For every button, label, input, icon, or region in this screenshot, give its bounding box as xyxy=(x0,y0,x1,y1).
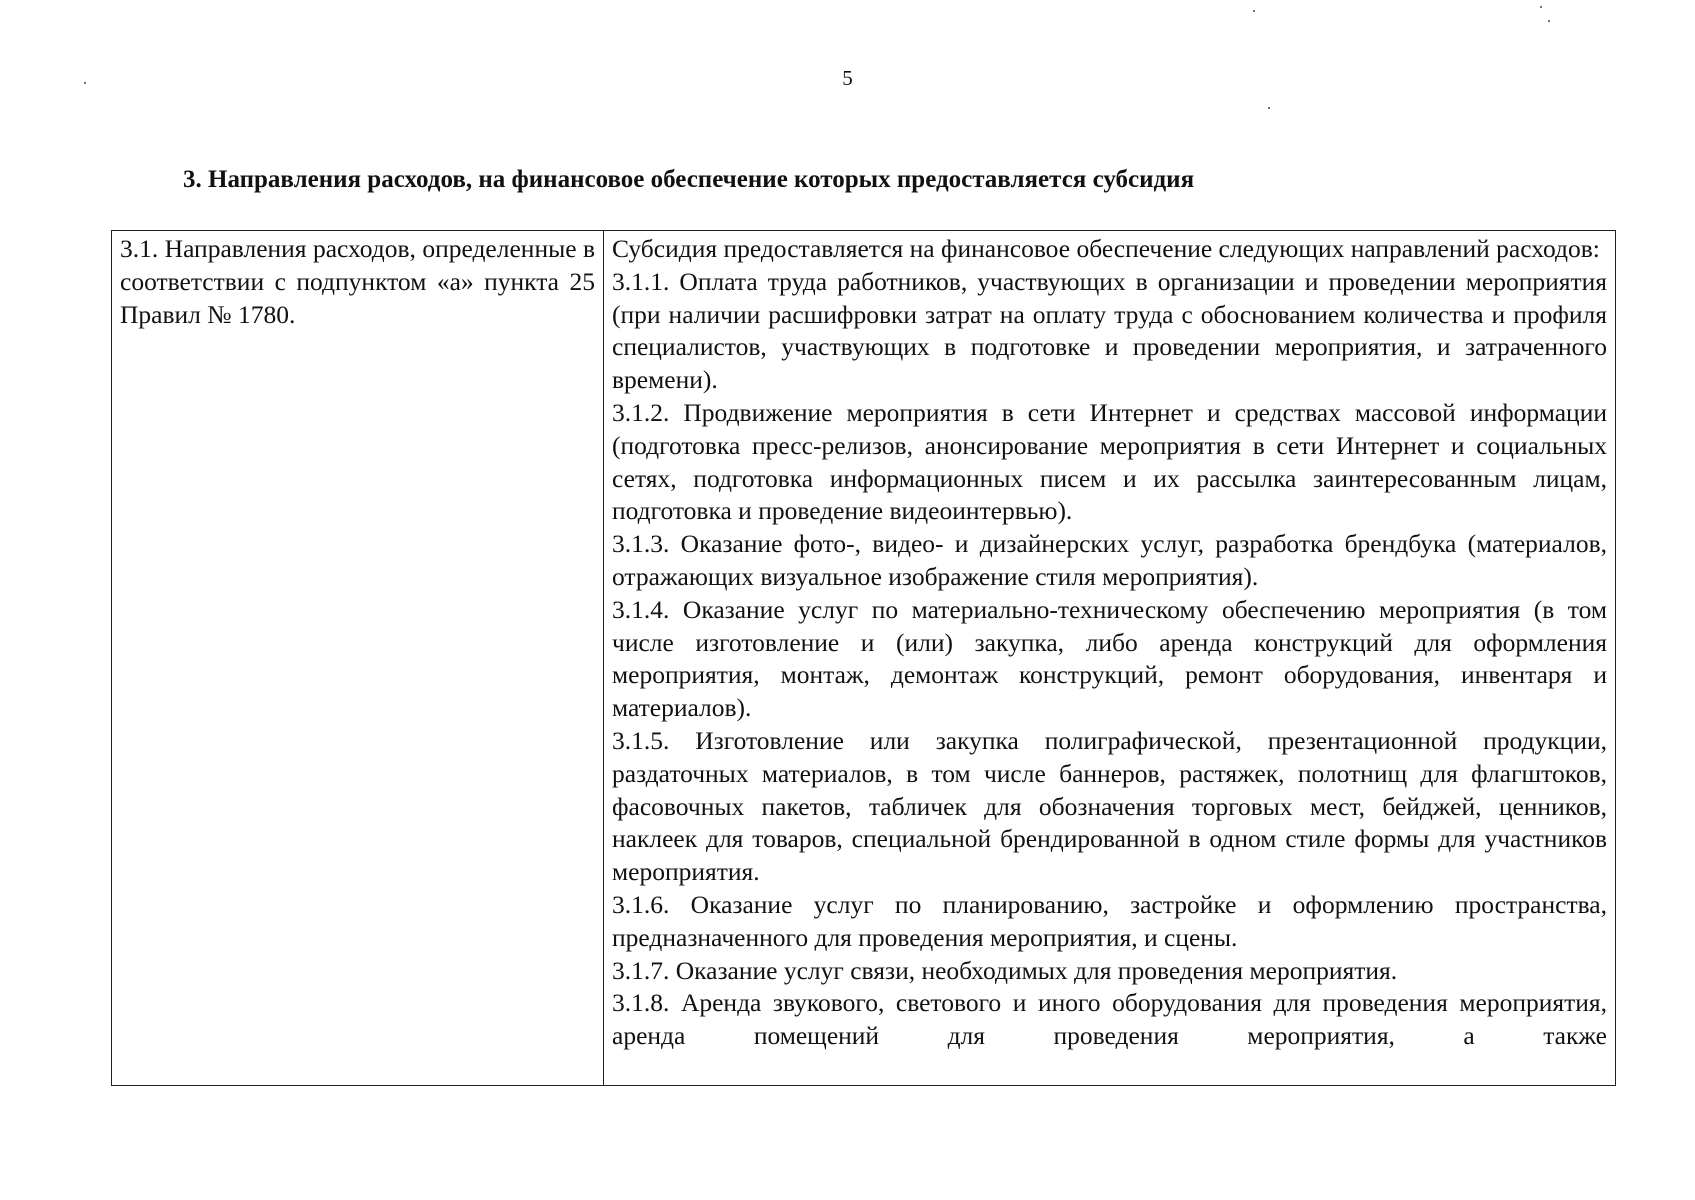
table-cell-right xyxy=(604,231,1616,1086)
scan-speck xyxy=(1540,6,1542,8)
scan-speck xyxy=(1548,20,1550,22)
paragraph-3-1-6: 3.1.6. Оказание услуг по планированию, застройке и оформлению пространства, предназначенного для проведения мероприятия, и сцены. xyxy=(612,889,1607,952)
paragraph-intro: Субсидия предоставляется на финансовое обеспечение следующих направлений расходов: xyxy=(612,234,1600,263)
table-cell-left xyxy=(112,231,604,1086)
section-title: 3. Направления расходов, на финансовое обеспечение которых предоставляется субсидия xyxy=(183,166,1195,193)
page-number: 5 xyxy=(842,66,853,90)
scan-speck xyxy=(1268,107,1270,109)
paragraph-3-1-8: 3.1.8. Аренда звукового, светового и иного оборудования для проведения мероприятия, аренда помещений для проведения мероприятия, а также xyxy=(612,988,1607,1051)
paragraph-3-1-7: 3.1.7. Оказание услуг связи, необходимых для проведения мероприятия. xyxy=(612,955,1398,985)
paragraph-3-1-5: 3.1.5. Изготовление или закупка полиграфической, презентационной продукции, раздаточных материалов, в том числе баннеров, растяжек, полотнищ для флагштоков, фасовочных пакетов, табличек для обозначения торговых мест, бейджей, ценников, наклеек для товаров, специальной брендированной в одном стиле формы для участников мероприятия. xyxy=(612,725,1607,887)
paragraph-3-1-2: 3.1.2. Продвижение мероприятия в сети Интернет и средствах массовой информации (подготовка пресс-релизов, анонсирование мероприятия в сети Интернет и социальных сетях, подготовка информационных писем и их рассылка заинтересованным лицам, подготовка и проведение видеоинтервью). xyxy=(612,397,1607,526)
scan-speck xyxy=(1253,10,1255,12)
scan-speck xyxy=(84,82,86,84)
expense-direction-label: 3.1. Направления расходов, определенные в соответствии с подпунктом «а» пункта 25 Правил № 1780. xyxy=(120,234,595,329)
expense-directions-table xyxy=(111,230,1616,1086)
paragraph-3-1-4: 3.1.4. Оказание услуг по материально-техническому обеспечению мероприятия (в том числе изготовление и (или) закупка, либо аренда конструкций для оформления мероприятия, монтаж, демонтаж конструкций, ремонт оборудования, инвентаря и материалов). xyxy=(612,594,1607,723)
paragraph-3-1-1: 3.1.1. Оплата труда работников, участвующих в организации и проведении мероприятия (при наличии расшифровки затрат на оплату труда с обоснованием количества и профиля специалистов, участвующих в подготовке и проведении мероприятия, и затраченного времени). xyxy=(612,266,1607,395)
table-row xyxy=(112,231,1616,1086)
paragraph-3-1-3: 3.1.3. Оказание фото-, видео- и дизайнерских услуг, разработка брендбука (материалов, отражающих визуальное изображение стиля мероприятия). xyxy=(612,529,1607,591)
